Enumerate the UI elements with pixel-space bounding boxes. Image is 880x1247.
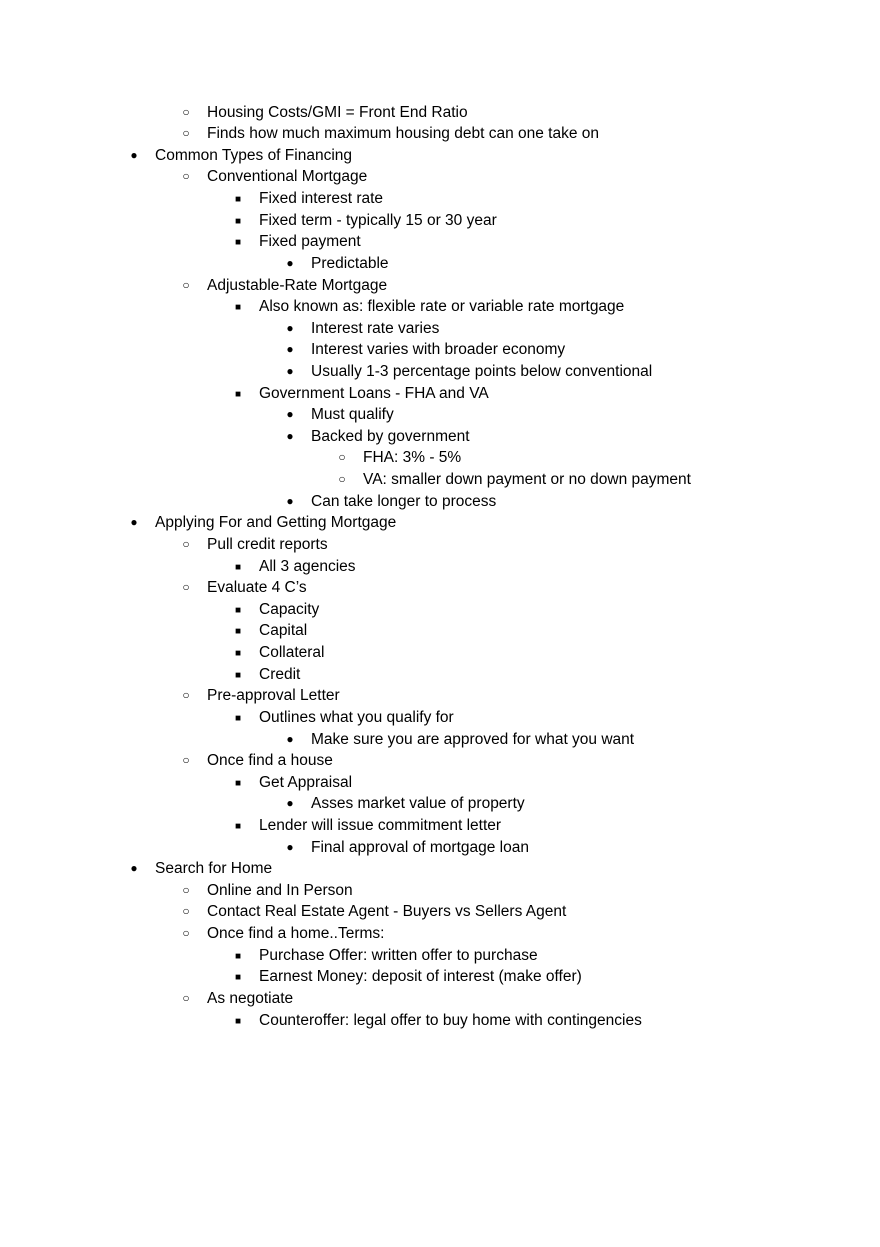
outline-item-level-3 (0, 361, 880, 383)
outline-item-level-4 (0, 447, 880, 469)
outline-item-text: Capacity (259, 600, 320, 618)
filled-circle-bullet-icon (127, 145, 141, 167)
outline-item-text: Also known as: flexible rate or variable rate mortgage (259, 298, 625, 316)
outline-item-text: Once find a home..Terms: (207, 925, 385, 943)
outline-item-level-1 (0, 102, 880, 124)
square-bullet-icon (231, 210, 245, 233)
outline-item-level-2 (0, 707, 880, 729)
outline-item-level-1 (0, 534, 880, 556)
outline-item-text: VA: smaller down payment or no down payment (363, 471, 691, 488)
outline-item-text: Purchase Offer: written offer to purchase (259, 946, 538, 964)
square-bullet-icon (231, 556, 245, 579)
square-bullet-icon (231, 945, 245, 968)
outline-item-text: Fixed interest rate (259, 190, 384, 207)
outline-item-level-0 (0, 145, 880, 167)
outline-item-text: Finds how much maximum housing debt can one take on (207, 125, 600, 143)
outline-item-text: Predictable (311, 254, 389, 272)
square-bullet-icon (231, 1010, 245, 1033)
filled-circle-bullet-icon (283, 426, 297, 448)
outline-item-level-2 (0, 188, 880, 210)
hollow-circle-bullet-icon (179, 577, 193, 599)
filled-circle-bullet-icon (283, 339, 297, 361)
outline-item-text: As negotiate (207, 989, 294, 1007)
hollow-circle-bullet-icon (179, 534, 193, 556)
hollow-circle-bullet-icon (179, 750, 193, 772)
outline-item-level-2 (0, 642, 880, 664)
square-bullet-icon (231, 188, 245, 211)
outline-item-level-3 (0, 404, 880, 426)
outline-item-level-3 (0, 318, 880, 340)
outline-item-text: Backed by government (311, 427, 470, 445)
square-bullet-icon (231, 296, 245, 319)
outline-item-text: Contact Real Estate Agent - Buyers vs Sellers Agent (207, 903, 567, 921)
filled-circle-bullet-icon (283, 253, 297, 275)
outline-item-text: Get Appraisal (259, 773, 353, 791)
outline-item-level-2 (0, 945, 880, 967)
hollow-circle-bullet-icon (179, 988, 193, 1010)
outline-item-text: Capital (259, 622, 308, 640)
filled-circle-bullet-icon (283, 729, 297, 751)
outline-item-text: Online and In Person (207, 881, 353, 899)
outline-item-level-2 (0, 815, 880, 837)
outline-item-level-3 (0, 339, 880, 361)
outline-item-level-1 (0, 923, 880, 945)
hollow-circle-bullet-icon (179, 275, 193, 297)
hollow-circle-bullet-icon (179, 685, 193, 707)
hollow-circle-bullet-icon (179, 166, 193, 188)
outline-item-level-1 (0, 685, 880, 707)
outline-item-level-1 (0, 166, 880, 188)
outline-item-text: Outlines what you qualify for (259, 708, 454, 726)
square-bullet-icon (231, 642, 245, 665)
outline-item-text: Can take longer to process (311, 492, 497, 510)
filled-circle-bullet-icon (127, 512, 141, 534)
outline-item-level-3 (0, 837, 880, 859)
outline-item-text: Final approval of mortgage loan (311, 838, 529, 856)
outline-item-text: Interest rate varies (311, 319, 440, 337)
outline-item-text: Conventional Mortgage (207, 168, 368, 186)
outline-item-text: Make sure you are approved for what you want (311, 730, 635, 748)
hollow-circle-bullet-icon (179, 102, 193, 124)
outline-item-text: Search for Home (155, 860, 273, 878)
square-bullet-icon (231, 664, 245, 687)
outline-item-text: Lender will issue commitment letter (259, 817, 502, 834)
outline-item-level-1 (0, 577, 880, 599)
outline-item-text: Common Types of Financing (155, 146, 353, 164)
outline-item-text: Housing Costs/GMI = Front End Ratio (207, 103, 468, 121)
outline-item-text: Counteroffer: legal offer to buy home with contingencies (259, 1011, 642, 1029)
outline-item-level-1 (0, 123, 880, 145)
square-bullet-icon (231, 707, 245, 730)
square-bullet-icon (231, 966, 245, 989)
outline-item-text: Collateral (259, 644, 325, 661)
outline-item-level-2 (0, 620, 880, 642)
outline-item-text: Interest varies with broader economy (311, 341, 566, 359)
square-bullet-icon (231, 231, 245, 254)
outline-item-text: Earnest Money: deposit of interest (make offer) (259, 968, 582, 986)
filled-circle-bullet-icon (283, 318, 297, 340)
outline-item-level-1 (0, 750, 880, 772)
square-bullet-icon (231, 772, 245, 795)
outline-item-text: FHA: 3% - 5% (363, 449, 462, 467)
outline-item-level-2 (0, 556, 880, 578)
outline-item-text: Fixed payment (259, 233, 361, 251)
outline-item-level-2 (0, 383, 880, 405)
hollow-circle-bullet-icon (179, 901, 193, 923)
hollow-circle-bullet-icon (179, 923, 193, 945)
square-bullet-icon (231, 383, 245, 406)
outline-item-level-1 (0, 275, 880, 297)
outline-item-text: Evaluate 4 C’s (207, 579, 307, 597)
outline-item-level-3 (0, 729, 880, 751)
outline-item-level-0 (0, 858, 880, 880)
outline-item-level-1 (0, 988, 880, 1010)
square-bullet-icon (231, 599, 245, 622)
filled-circle-bullet-icon (283, 837, 297, 859)
outline-item-text: Fixed term - typically 15 or 30 year (259, 211, 497, 229)
square-bullet-icon (231, 620, 245, 643)
outline-item-level-2 (0, 1010, 880, 1032)
square-bullet-icon (231, 815, 245, 838)
outline-item-text: Credit (259, 665, 301, 683)
filled-circle-bullet-icon (283, 793, 297, 815)
filled-circle-bullet-icon (283, 404, 297, 426)
outline-item-level-3 (0, 793, 880, 815)
outline-item-level-1 (0, 901, 880, 923)
outline-item-level-3 (0, 426, 880, 448)
outline-item-level-3 (0, 253, 880, 275)
outline-item-level-2 (0, 966, 880, 988)
filled-circle-bullet-icon (283, 491, 297, 513)
outline-item-text: All 3 agencies (259, 557, 356, 575)
outline-item-level-2 (0, 772, 880, 794)
outline-item-text: Applying For and Getting Mortgage (155, 514, 397, 532)
outline-item-level-0 (0, 512, 880, 534)
outline-item-level-4 (0, 469, 880, 491)
outline-item-text: Once find a house (207, 752, 333, 770)
filled-circle-bullet-icon (283, 361, 297, 383)
outline-item-level-2 (0, 231, 880, 253)
outline-item-level-2 (0, 599, 880, 621)
outline-item-level-2 (0, 210, 880, 232)
outline-item-text: Must qualify (311, 406, 394, 424)
outline-item-text: Usually 1-3 percentage points below conventional (311, 362, 653, 380)
hollow-circle-bullet-icon (179, 880, 193, 902)
filled-circle-bullet-icon (127, 858, 141, 880)
outline-item-text: Pre-approval Letter (207, 687, 340, 705)
outline-item-level-2 (0, 664, 880, 686)
outline-item-text: Asses market value of property (311, 795, 525, 813)
outline-item-text: Pull credit reports (207, 535, 328, 553)
outline-item-level-2 (0, 296, 880, 318)
hollow-circle-bullet-icon (179, 123, 193, 145)
outline-item-level-3 (0, 491, 880, 513)
outline-item-level-1 (0, 880, 880, 902)
hollow-circle-bullet-icon (335, 469, 349, 491)
outline-item-text: Government Loans - FHA and VA (259, 384, 489, 402)
outline-item-text: Adjustable-Rate Mortgage (207, 276, 388, 294)
hollow-circle-bullet-icon (335, 447, 349, 469)
